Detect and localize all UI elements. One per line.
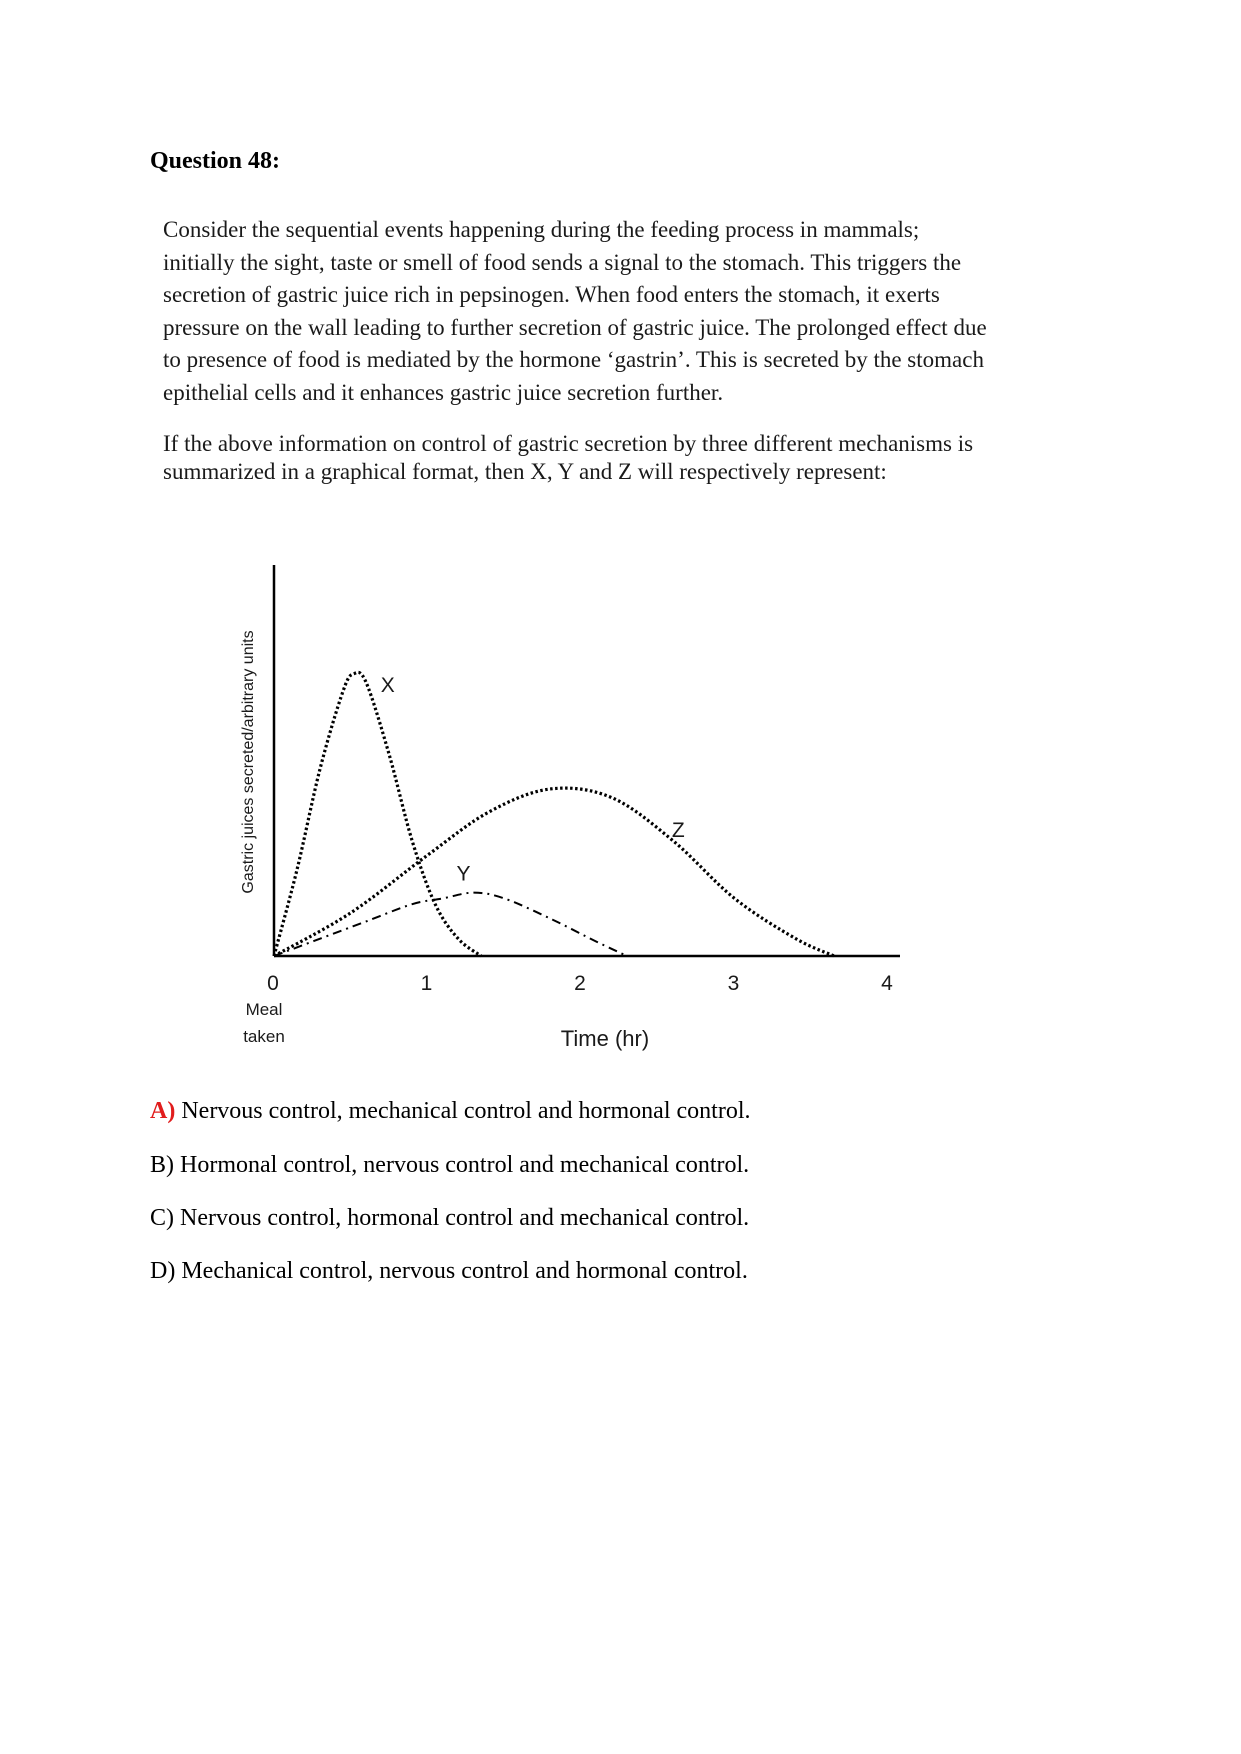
- question-title: Question 48:: [150, 148, 281, 174]
- paragraph-line: pressure on the wall leading to further secretion of gastric juice. The prolonged effect due: [163, 314, 987, 340]
- series-label-x: X: [380, 673, 395, 697]
- x-tick-sublabel: Meal: [245, 1000, 283, 1019]
- option-c[interactable]: [150, 1205, 749, 1232]
- option-text: Mechanical control, nervous control and hormonal control.: [175, 1258, 748, 1284]
- option-letter: C): [150, 1205, 174, 1231]
- series-x-line: [274, 672, 481, 956]
- option-d[interactable]: [150, 1258, 748, 1285]
- option-letter: D): [150, 1258, 176, 1284]
- option-letter: B): [150, 1152, 174, 1178]
- option-letter: A): [150, 1098, 176, 1124]
- x-tick-label: 1: [420, 972, 433, 995]
- x-tick-sublabel: taken: [243, 1027, 285, 1046]
- series-label-z: Z: [671, 818, 685, 842]
- option-text: Nervous control, mechanical control and hormonal control.: [175, 1098, 751, 1124]
- series-y-line: [274, 893, 627, 956]
- option-b[interactable]: [150, 1152, 749, 1179]
- paragraph-line: to presence of food is mediated by the hormone ‘gastrin’. This is secreted by the stomach: [163, 347, 984, 372]
- option-a[interactable]: [150, 1098, 750, 1125]
- x-axis-label: Time (hr): [560, 1026, 650, 1051]
- option-text: Nervous control, hormonal control and mechanical control.: [174, 1205, 750, 1231]
- x-tick-label: 0: [267, 972, 279, 995]
- paragraph-line: epithelial cells and it enhances gastric juice secretion further.: [163, 379, 724, 405]
- paragraph-line: initially the sight, taste or smell of food sends a signal to the stomach. This triggers the: [163, 249, 962, 275]
- x-tick-label: 2: [574, 972, 586, 995]
- paragraph-line: secretion of gastric juice rich in pepsinogen. When food enters the stomach, it exerts: [163, 282, 940, 307]
- series-label-y: Y: [456, 862, 471, 886]
- paragraph-line: Consider the sequential events happening during the feeding process in mammals;: [163, 217, 920, 242]
- x-tick-label: 3: [727, 972, 740, 995]
- paragraph-line: summarized in a graphical format, then X, Y and Z will respectively represent:: [163, 459, 887, 484]
- x-tick-label: 4: [881, 972, 893, 995]
- option-text: Hormonal control, nervous control and mechanical control.: [174, 1152, 750, 1178]
- series-z-line: [274, 788, 834, 956]
- y-axis-label: Gastric juices secreted/arbitrary units: [240, 630, 257, 894]
- paragraph-line: If the above information on control of gastric secretion by three different mechanisms is: [163, 431, 974, 456]
